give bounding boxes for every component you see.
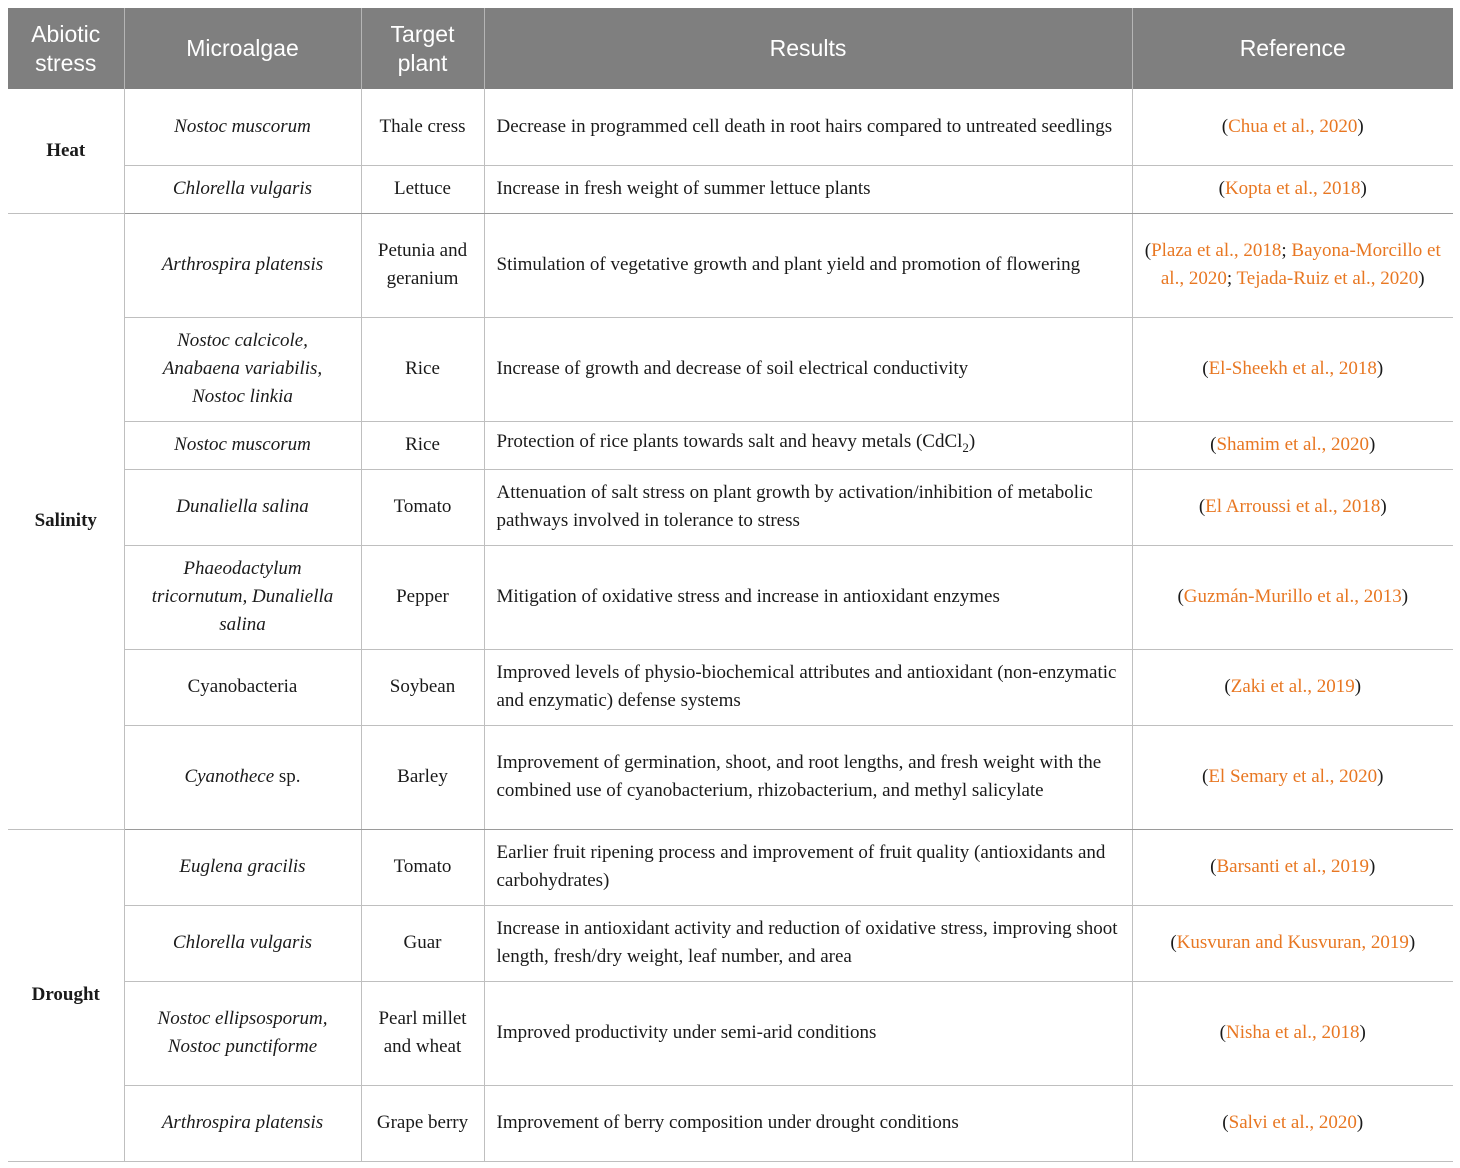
microalgae-cell: Arthrospira platensis (124, 213, 361, 317)
result-cell: Mitigation of oxidative stress and increase in antioxidant enzymes (484, 545, 1132, 649)
result-cell: Increase in fresh weight of summer lettuce plants (484, 165, 1132, 213)
stress-drought: Drought (8, 829, 124, 1161)
reference-link[interactable]: Plaza et al., 2018 (1151, 240, 1282, 261)
reference-link[interactable]: Nisha et al., 2018 (1225, 1022, 1360, 1043)
target-plant-cell: Thale cress (361, 89, 484, 165)
reference-cell: (El Semary et al., 2020) (1132, 725, 1453, 829)
microalgae-cell: Cyanobacteria (124, 649, 361, 725)
reference-cell: (Salvi et al., 2020) (1132, 1085, 1453, 1161)
table-row (8, 829, 1453, 905)
result-cell: Protection of rice plants towards salt and heavy metals (CdCl$_2$) (484, 421, 1132, 469)
reference-cell: (Barsanti et al., 2019) (1132, 829, 1453, 905)
reference-cell: (Guzmán-Murillo et al., 2013) (1132, 545, 1453, 649)
reference-cell: (Zaki et al., 2019) (1132, 649, 1453, 725)
microalgae-cell: Chlorella vulgaris (124, 905, 361, 981)
target-plant-cell: Rice (361, 317, 484, 421)
target-plant-cell: Grape berry (361, 1085, 484, 1161)
target-plant-cell: Soybean (361, 649, 484, 725)
result-cell: Improved productivity under semi-arid conditions (484, 981, 1132, 1085)
result-cell: Improved levels of physio-biochemical attributes and antioxidant (non-enzymatic and enzymatic) defense systems (484, 649, 1132, 725)
reference-cell: (Kusvuran and Kusvuran, 2019) (1132, 905, 1453, 981)
target-plant-cell: Guar (361, 905, 484, 981)
stress-heat: Heat (8, 89, 124, 213)
result-cell: Increase in antioxidant activity and reduction of oxidative stress, improving shoot length, fresh/dry weight, leaf number, and area (484, 905, 1132, 981)
microalgae-cell: Euglena gracilis (124, 829, 361, 905)
reference-link[interactable]: Kusvuran and Kusvuran, 2019 (1176, 932, 1409, 953)
header-reference: Reference (1132, 8, 1453, 89)
target-plant-cell: Barley (361, 725, 484, 829)
stress-salinity: Salinity (8, 213, 124, 829)
reference-link[interactable]: Salvi et al., 2020 (1228, 1112, 1357, 1133)
reference-link[interactable]: El-Sheekh et al., 2018 (1208, 358, 1377, 379)
target-plant-cell: Lettuce (361, 165, 484, 213)
reference-link[interactable]: Tejada-Ruiz et al., 2020 (1236, 268, 1419, 289)
header-row (8, 8, 1453, 89)
header-abiotic-stress: Abiotic stress (8, 8, 124, 89)
target-plant-cell: Rice (361, 421, 484, 469)
reference-link[interactable]: Kopta et al., 2018 (1224, 178, 1361, 199)
result-cell: Stimulation of vegetative growth and plant yield and promotion of flowering (484, 213, 1132, 317)
reference-cell: (Nisha et al., 2018) (1132, 981, 1453, 1085)
table-row (8, 317, 1453, 421)
table-row (8, 545, 1453, 649)
target-plant-cell: Tomato (361, 829, 484, 905)
target-plant-cell: Pearl millet and wheat (361, 981, 484, 1085)
table-row (8, 89, 1453, 165)
result-cell: Improvement of germination, shoot, and root lengths, and fresh weight with the combined use of cyanobacterium, rhizobacterium, and methyl salicylate (484, 725, 1132, 829)
reference-link[interactable]: El Semary et al., 2020 (1208, 766, 1378, 787)
result-cell: Earlier fruit ripening process and improvement of fruit quality (antioxidants and carbohydrates) (484, 829, 1132, 905)
header-results: Results (484, 8, 1132, 89)
table-row (8, 213, 1453, 317)
microalgae-cell: Phaeodactylum tricornutum, Dunaliella salina (124, 545, 361, 649)
reference-link[interactable]: Chua et al., 2020 (1228, 115, 1358, 137)
table-row (8, 981, 1453, 1085)
table-row (8, 165, 1453, 213)
target-plant-cell: Pepper (361, 545, 484, 649)
microalgae-cell: Nostoc muscorum (124, 89, 361, 165)
microalgae-abiotic-stress-table (8, 8, 1453, 1162)
table-row (8, 421, 1453, 469)
reference-cell: (Shamim et al., 2020) (1132, 421, 1453, 469)
microalgae-cell: Nostoc muscorum (124, 421, 361, 469)
target-plant-cell: Tomato (361, 469, 484, 545)
reference-cell: (Plaza et al., 2018; Bayona-Morcillo et al., 2020; Tejada-Ruiz et al., 2020) (1132, 213, 1453, 317)
reference-cell: (El Arroussi et al., 2018) (1132, 469, 1453, 545)
reference-link[interactable]: Guzmán-Murillo et al., 2013 (1183, 586, 1402, 607)
table-row (8, 469, 1453, 545)
reference-link[interactable]: Barsanti et al., 2019 (1216, 856, 1369, 877)
reference-link[interactable]: Bayona-Morcillo et al., 2020 (1160, 240, 1441, 289)
result-cell: Increase of growth and decrease of soil electrical conductivity (484, 317, 1132, 421)
table-row (8, 725, 1453, 829)
table-row (8, 1085, 1453, 1161)
header-target-plant: Target plant (361, 8, 484, 89)
reference-link[interactable]: Shamim et al., 2020 (1216, 434, 1369, 455)
result-cell: Attenuation of salt stress on plant growth by activation/inhibition of metabolic pathways involved in tolerance to stress (484, 469, 1132, 545)
microalgae-cell: Chlorella vulgaris (124, 165, 361, 213)
reference-cell: (Kopta et al., 2018) (1132, 165, 1453, 213)
microalgae-cell: Dunaliella salina (124, 469, 361, 545)
header-microalgae: Microalgae (124, 8, 361, 89)
table-row (8, 905, 1453, 981)
reference-link[interactable]: Zaki et al., 2019 (1230, 676, 1355, 697)
table-row (8, 649, 1453, 725)
microalgae-cell: Nostoc ellipsosporum, Nostoc punctiforme (124, 981, 361, 1085)
microalgae-cell: Cyanothece sp. (124, 725, 361, 829)
microalgae-cell: Nostoc calcicole, Anabaena variabilis, Nostoc linkia (124, 317, 361, 421)
reference-cell: (Chua et al., 2020) (1132, 89, 1453, 165)
reference-cell: (El-Sheekh et al., 2018) (1132, 317, 1453, 421)
reference-link[interactable]: El Arroussi et al., 2018 (1205, 496, 1381, 517)
result-cell: Improvement of berry composition under drought conditions (484, 1085, 1132, 1161)
target-plant-cell: Petunia and geranium (361, 213, 484, 317)
microalgae-cell: Arthrospira platensis (124, 1085, 361, 1161)
result-cell: Decrease in programmed cell death in root hairs compared to untreated seedlings (484, 89, 1132, 165)
